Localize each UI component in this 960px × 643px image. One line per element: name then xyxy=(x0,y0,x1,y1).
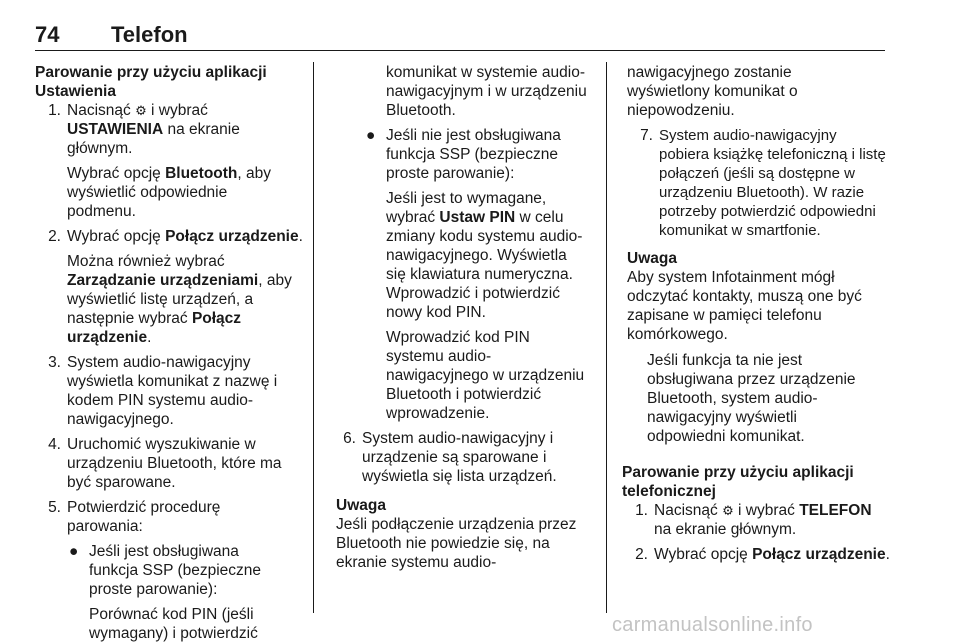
column-3 xyxy=(622,63,897,564)
list-item-1: 1. Nacisnąć ⚙ i wybrać USTAWIENIA na ekranie głównym. Wybrać opcję Bluetooth, aby wyświetlić odpowiednie podmenu. xyxy=(35,101,307,221)
home-icon: ⚙ xyxy=(722,503,734,518)
paragraph: Wprowadzić kod PIN systemu audio- nawigacyjnego w urządzeniu Bluetooth i potwierdzić wprowadzenie. xyxy=(386,329,585,422)
note: Uwaga Aby system Infotainment mógł odczytać kontakty, muszą one być zapisane w pamięci telefonu komórkowego. xyxy=(627,250,862,343)
paragraph: Jeśli jest to wymagane, wybrać Ustaw PIN w celu zmiany kodu systemu audio- nawigacyjnego. Wyświetla się klawiatura numeryczna. Wprowadzić i potwierdzić nowy kod PIN. xyxy=(386,190,583,321)
list-item-5: 5. Potwierdzić procedurę parowania: ● Jeśli jest obsługiwana funkcja SSP (bezpieczne proste parowanie): Porównać kod PIN (jeśli wymagany) i potwierdzić xyxy=(35,498,307,643)
bullet-item: ● Jeśli jest obsługiwana funkcja SSP (bezpieczne proste parowanie): Porównać kod PIN (jeśli wymagany) i potwierdzić xyxy=(67,542,307,643)
paragraph: komunikat w systemie audio- nawigacyjnym i w urządzeniu Bluetooth. xyxy=(386,64,587,119)
page-header xyxy=(35,22,885,52)
paragraph: Można również wybrać Zarządzanie urządzeniami, aby wyświetlić listę urządzeń, a następnie wybrać Połącz urządzenie. xyxy=(67,253,292,346)
note: Uwaga Jeśli podłączenie urządzenia przez Bluetooth nie powiedzie się, na ekranie systemu audio- xyxy=(336,497,577,571)
paragraph: Jeśli funkcja ta nie jest obsługiwana przez urządzenie Bluetooth, system audio- nawigacyjny wyświetli odpowiedni komunikat. xyxy=(647,352,856,445)
list-item-4: 4. Uruchomić wyszukiwanie w urządzeniu Bluetooth, które ma być sparowane. xyxy=(48,436,282,491)
list-item-3: 3. System audio-nawigacyjny wyświetla komunikat z nazwę i kodem PIN systemu audio- nawigacyjnego. xyxy=(48,354,278,428)
paragraph: Porównać kod PIN (jeśli wymagany) i potwierdzić xyxy=(89,606,258,642)
note-title: Uwaga xyxy=(627,250,677,267)
column-1 xyxy=(35,63,307,643)
list-item-2: 2. Wybrać opcję Połącz urządzenie. Można również wybrać Zarządzanie urządzeniami, aby wyświetlić listę urządzeń, a następnie wybrać Połącz urządzenie. xyxy=(35,227,307,347)
bullet-icon: ● xyxy=(366,127,376,144)
section-heading: Parowanie przy użyciu aplikacji Ustawienia xyxy=(35,64,267,100)
note-title: Uwaga xyxy=(336,497,386,514)
bullet-icon: ● xyxy=(69,543,79,560)
watermark: carmanualsonline.info xyxy=(612,614,813,636)
column-2 xyxy=(336,63,598,572)
list-item-t1: 1. Nacisnąć ⚙ i wybrać TELEFON na ekranie głównym. xyxy=(635,502,872,538)
bullet-item: ● Jeśli nie jest obsługiwana funkcja SSP (bezpieczne proste parowanie): Jeśli jest to wymagane, wybrać Ustaw PIN w celu zmiany kodu systemu audio- nawigacyjnego. Wyświetla się klawiatura numeryczna. Wprowadzić i potwierdzić nowy kod PIN. Wprowadzić kod PIN systemu audio- nawigacyjnego w urządzeniu Bluetooth i potwierdzić wprowadzenie. xyxy=(336,126,598,423)
paragraph: Wybrać opcję Bluetooth, aby wyświetlić odpowiednie podmenu. xyxy=(67,165,272,220)
page-number: 74 xyxy=(35,22,60,47)
list-item-6: 6. System audio-nawigacyjny i urządzenie są sparowane i wyświetla się lista urządzeń. xyxy=(343,430,557,485)
column-divider-left xyxy=(313,62,314,613)
list-item-7: 7. System audio-nawigacyjny pobiera książkę telefoniczną i listę połączeń (jeśli są dostępne w urządzeniu Bluetooth). W razie potrzeby potwierdzić odpowiedni komunikat w smartfonie. xyxy=(640,127,886,239)
list-item-t2: 2. Wybrać opcję Połącz urządzenie. xyxy=(635,546,890,563)
section-heading: Parowanie przy użyciu aplikacji telefonicznej xyxy=(622,464,854,500)
page-title: Telefon xyxy=(111,22,188,47)
home-icon: ⚙ xyxy=(135,103,147,118)
column-divider-right xyxy=(606,62,607,613)
paragraph: nawigacyjnego zostanie wyświetlony komunikat o niepowodzeniu. xyxy=(627,64,798,119)
header-rule xyxy=(35,50,885,51)
